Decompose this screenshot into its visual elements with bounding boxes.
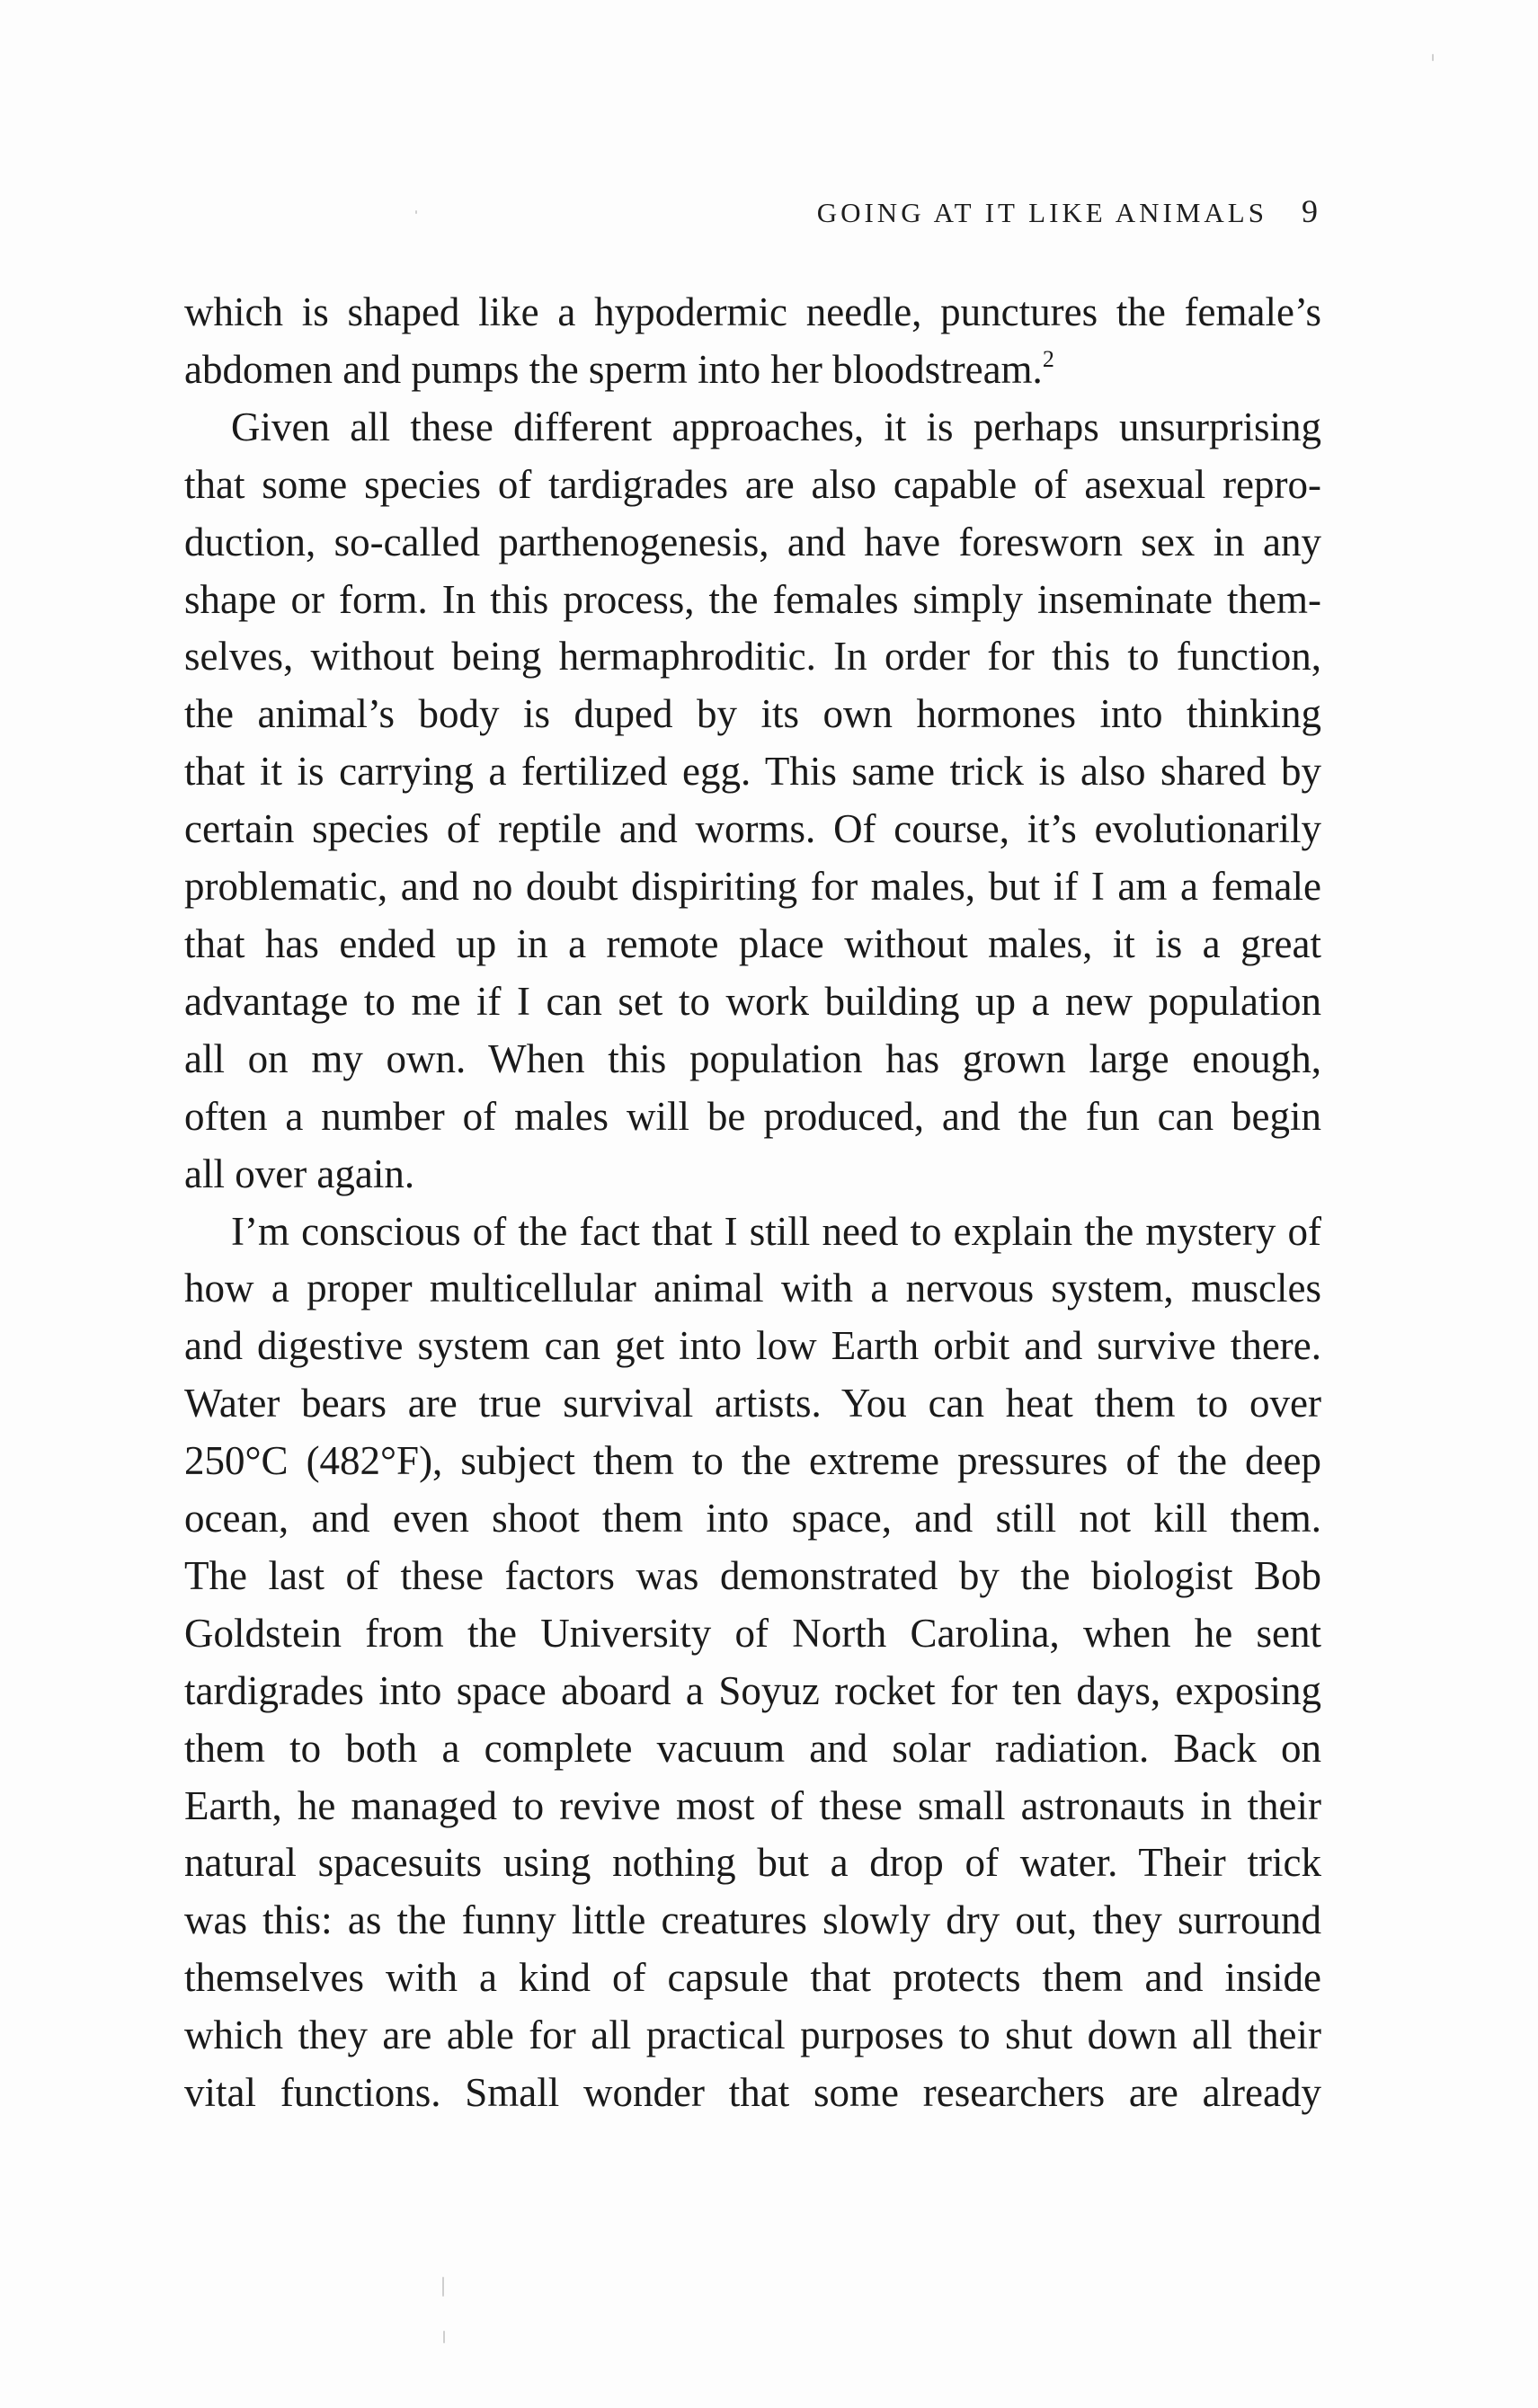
text-line: tardigrades into space aboard a Soyuz rocket for ten days, exposing [184,1667,1321,1713]
text-line: and digestive system can get into low Earth orbit and survive there. [184,1323,1321,1369]
text-line: 250°C (482°F), subject them to the extreme pressures of the deep [184,1438,1321,1484]
text-line: I’m conscious of the fact that I still need to explain the mystery of [231,1208,1321,1254]
footnote-ref[interactable]: 2 [1042,345,1054,372]
text-line: Goldstein from the University of North Carolina, when he sent [184,1610,1321,1656]
text-line: problematic, and no doubt dispiriting for males, but if I am a female [184,864,1321,910]
text-line: the animal’s body is duped by its own hormones into thinking [184,691,1321,737]
paragraph-2 [184,399,1321,1204]
text-line: all on my own. When this population has grown large enough, [184,1035,1321,1081]
scan-speck [415,210,417,214]
text-line: which they are able for all practical purposes to shut down all their [184,2013,1321,2058]
text-line: shape or form. In this process, the females simply inseminate them- [184,576,1321,622]
text-line: themselves with a kind of capsule that protects them and inside [184,1955,1321,2001]
text-line: The last of these factors was demonstrated by the biologist Bob [184,1552,1321,1598]
scan-speck [443,2331,445,2343]
text-line: that it is carrying a fertilized egg. This same trick is also shared by [184,749,1321,795]
text-line: which is shaped like a hypodermic needle, punctures the female’s [184,289,1321,334]
text-line: vital functions. Small wonder that some researchers are already [184,2070,1321,2116]
text-line: ocean, and even shoot them into space, and still not kill them. [184,1496,1321,1542]
paragraph-1 [184,284,1321,399]
text-line: natural spacesuits using nothing but a drop of water. Their trick [184,1840,1321,1886]
text-line: certain species of reptile and worms. Of course, it’s evolutionarily [184,806,1321,852]
text-line: advantage to me if I can set to work building up a new population [184,978,1321,1024]
page-number: 9 [1302,193,1318,229]
scan-speck [442,2277,444,2297]
text-line: often a number of males will be produced, and the fun can begin [184,1093,1321,1139]
text-line: was this: as the funny little creatures slowly dry out, they surround [184,1897,1321,1943]
paragraph-3 [184,1204,1321,2123]
text-line: that some species of tardigrades are also capable of asexual repro- [184,461,1321,507]
text-line: all over again. [184,1151,415,1196]
scan-speck [1432,54,1434,61]
text-line: them to both a complete vacuum and solar radiation. Back on [184,1725,1321,1771]
text-line: Earth, he managed to revive most of these small astronauts in their [184,1782,1321,1828]
text-line [184,342,1321,399]
body-text [184,284,1321,2122]
text-line-content: abdomen and pumps the sperm into her bloodstream. [184,346,1043,392]
running-head-title: GOING AT IT LIKE ANIMALS [816,197,1267,228]
text-line: selves, without being hermaphroditic. In order for this to function, [184,634,1321,680]
text-line: that has ended up in a remote place without males, it is a great [184,920,1321,966]
text-line: how a proper multicellular animal with a nervous system, muscles [184,1266,1321,1311]
text-line: Given all these different approaches, it is perhaps unsurprising [231,404,1321,449]
text-line: duction, so-called parthenogenesis, and have foresworn sex in any [184,519,1321,564]
running-head [817,192,1318,230]
text-line: Water bears are true survival artists. You can heat them to over [184,1381,1321,1426]
